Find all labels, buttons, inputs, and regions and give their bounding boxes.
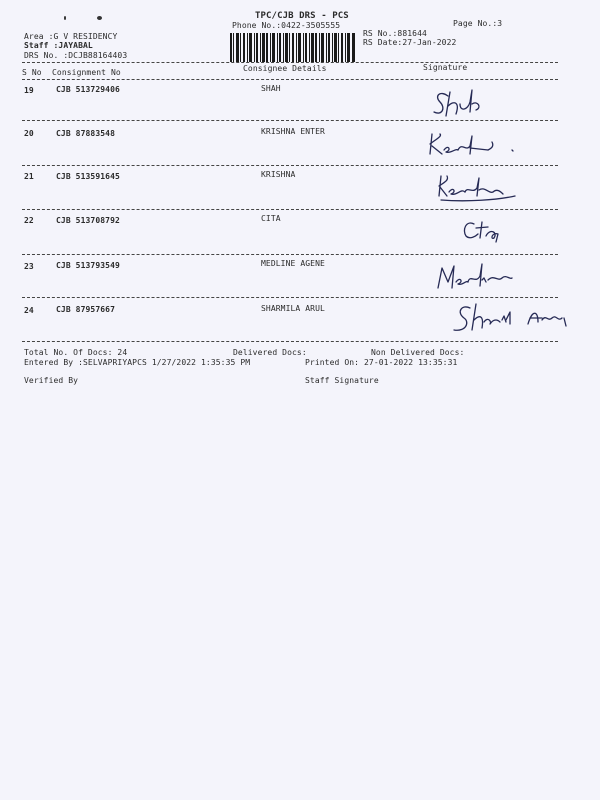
entered-by: Entered By :SELVAPRIYAPCS 1/27/2022 1:35:35 PM	[24, 358, 251, 367]
row-sno: 21	[24, 172, 34, 181]
row-consignee: SHARMILA ARUL	[261, 304, 325, 313]
signature-image	[428, 130, 528, 160]
row-consignment: CJB 513591645	[56, 172, 120, 181]
signature-image	[460, 218, 510, 244]
row-rule	[22, 254, 558, 255]
row-consignment: CJB 513793549	[56, 261, 120, 270]
area-label: Area :G V RESIDENCY	[24, 32, 118, 41]
header-rule-top	[22, 62, 558, 63]
delivered-docs: Delivered Docs:	[233, 348, 307, 357]
row-rule	[22, 297, 558, 298]
row-consignment: CJB 513729406	[56, 85, 120, 94]
document-title: TPC/CJB DRS - PCS	[255, 11, 349, 21]
row-sno: 22	[24, 216, 34, 225]
row-rule	[22, 120, 558, 121]
column-sno: S No	[22, 68, 42, 77]
row-rule	[22, 165, 558, 166]
staff-signature: Staff Signature	[305, 376, 379, 385]
signature-image	[452, 300, 582, 338]
signature-image	[430, 86, 520, 120]
total-docs: Total No. Of Docs: 24	[24, 348, 128, 357]
row-consignment: CJB 513708792	[56, 216, 120, 225]
row-rule	[22, 341, 558, 342]
row-sno: 19	[24, 86, 34, 95]
printed-on: Printed On: 27-01-2022 13:35:31	[305, 358, 458, 367]
row-consignee: KRISHNA ENTER	[261, 127, 325, 136]
row-sno: 20	[24, 129, 34, 138]
row-consignee: SHAH	[261, 84, 281, 93]
signature-image	[436, 262, 526, 292]
row-rule	[22, 209, 558, 210]
row-consignee: CITA	[261, 214, 281, 223]
non-delivered-docs: Non Delivered Docs:	[371, 348, 465, 357]
staff-label: Staff :JAYABAL	[24, 41, 93, 50]
row-consignee: MEDLINE AGENE	[261, 259, 325, 268]
column-consignment: Consignment No	[52, 68, 121, 77]
row-sno: 24	[24, 306, 34, 315]
row-consignment: CJB 87957667	[56, 305, 115, 314]
page-number: Page No.:3	[453, 19, 503, 28]
header-rule-bottom	[22, 79, 558, 80]
column-consignee: Consignee Details	[243, 64, 327, 73]
column-signature: Signature	[423, 63, 468, 72]
row-consignee: KRISHNA	[261, 170, 296, 179]
ink-mark	[97, 16, 102, 20]
verified-by: Verified By	[24, 376, 79, 385]
row-consignment: CJB 87883548	[56, 129, 115, 138]
ink-mark	[64, 16, 66, 20]
rs-date: RS Date:27-Jan-2022	[363, 38, 457, 47]
phone-number: Phone No.:0422-3505555	[232, 21, 341, 30]
row-sno: 23	[24, 262, 34, 271]
rs-number: RS No.:881644	[363, 29, 427, 38]
signature-image	[437, 174, 527, 204]
drs-number: DRS No. :DCJB88164403	[24, 51, 128, 60]
barcode	[230, 33, 355, 62]
